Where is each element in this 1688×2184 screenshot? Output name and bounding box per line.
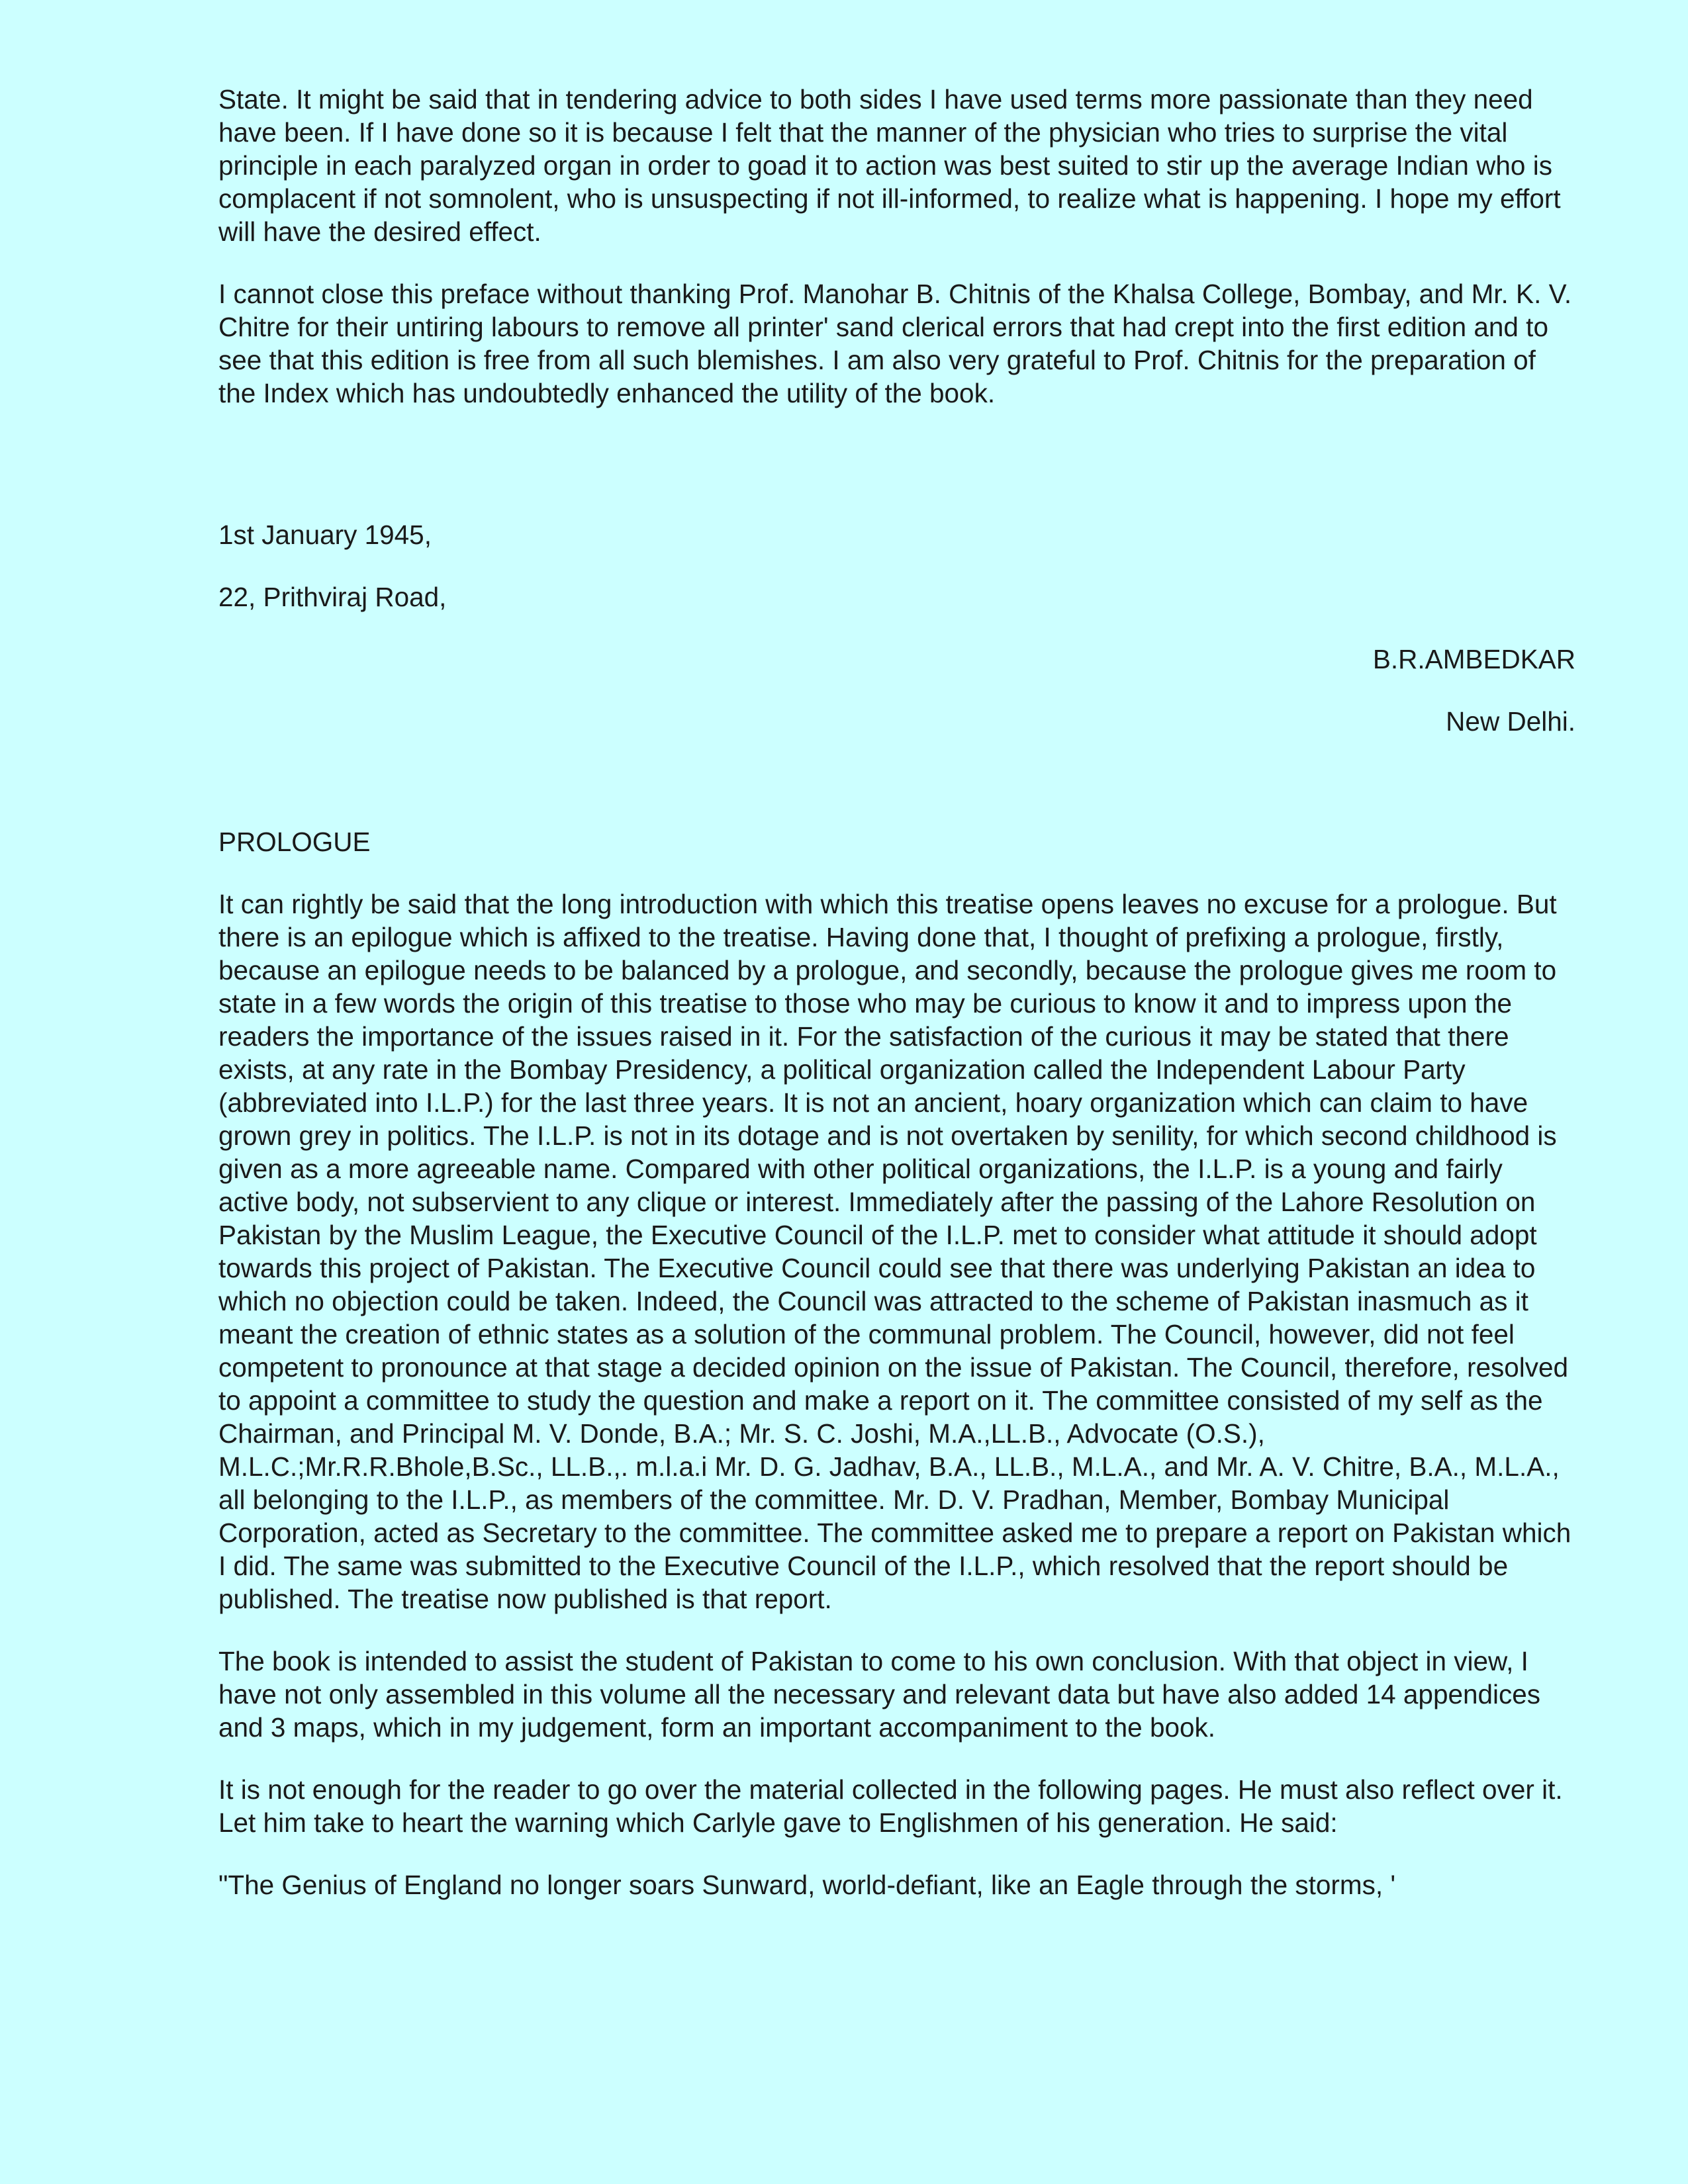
carlyle-quote: "The Genius of England no longer soars Sunward, world-defiant, like an Eagle through the storms, ' [218, 1870, 1396, 1900]
document-page [218, 83, 1575, 1931]
preface-paragraph: I cannot close this preface without thanking Prof. Manohar B. Chitnis of the Khalsa College, Bombay, and Mr. K. V. Chitre for their untiring labours to remove all printer' sand clerical errors that had crept into the first edition and to see that this edition is free from all such blemishes. I am also very grateful to Prof. Chitnis for the preparation of the Index which has undoubtedly enhanced the utility of the book. [218, 279, 1572, 408]
preface-paragraph: State. It might be said that in tendering advice to both sides I have used terms more passionate than they need have been. If I have done so it is because I felt that the manner of the physician who tries to surprise the vital principle in each paralyzed organ in order to goad it to action was best suited to stir up the average Indian who is complacent if not somnolent, who is unsuspecting if not ill-informed, to realize what is happening. I hope my effort will have the desired effect. [218, 84, 1561, 247]
signoff-address: 22, Prithviraj Road, [218, 582, 447, 612]
author-signature: B.R.AMBEDKAR [1372, 644, 1575, 674]
prologue-paragraph: It is not enough for the reader to go over the material collected in the following pages. He must also reflect over it. Let him take to heart the warning which Carlyle gave to Englishmen of his generation. He said: [218, 1774, 1563, 1838]
prologue-paragraph: The book is intended to assist the student of Pakistan to come to his own conclusion. With that object in view, I have not only assembled in this volume all the necessary and relevant data but have also added 14 appendices and 3 maps, which in my judgement, form an important accompaniment to the book. [218, 1646, 1541, 1743]
prologue-heading: PROLOGUE [218, 827, 371, 857]
prologue-paragraph: It can rightly be said that the long introduction with which this treatise opens leaves no excuse for a prologue. But there is an epilogue which is affixed to the treatise. Having done that, I thought of prefixing a prologue, firstly, because an epilogue needs to be balanced by a prologue, and secondly, because the prologue gives me room to state in a few words the origin of this treatise to those who may be curious to know it and to impress upon the readers the importance of the issues raised in it. For the satisfaction of the curious it may be stated that there exists, at any rate in the Bombay Presidency, a political organization called the Independent Labour Party (abbreviated into I.L.P.) for the last three years. It is not an ancient, hoary organization which can claim to have grown grey in politics. The I.L.P. is not in its dotage and is not overtaken by senility, for which second childhood is given as a more agreeable name. Compared with other political organizations, the I.L.P. is a young and fairly active body, not subservient to any clique or interest. Immediately after the passing of the Lahore Resolution on Pakistan by the Muslim League, the Executive Council of the I.L.P. met to consider what attitude it should adopt towards this project of Pakistan. The Executive Council could see that there was underlying Pakistan an idea to which no objection could be taken. Indeed, the Council was attracted to the scheme of Pakistan inasmuch as it meant the creation of ethnic states as a solution of the communal problem. The Council, however, did not feel competent to pronounce at that stage a decided opinion on the issue of Pakistan. The Council, therefore, resolved to appoint a committee to study the question and make a report on it. The committee consisted of my self as the Chairman, and Principal M. V. Donde, B.A.; Mr. S. C. Joshi, M.A.,LL.B., Advocate (O.S.), M.L.C.;Mr.R.R.Bhole,B.Sc., LL.B.,. m.l.a.i Mr. D. G. Jadhav, B.A., LL.B., M.L.A., and Mr. A. V. Chitre, B.A., M.L.A., all belonging to the I.L.P., as members of the committee. Mr. D. V. Pradhan, Member, Bombay Municipal Corporation, acted as Secretary to the committee. The committee asked me to prepare a report on Pakistan which I did. The same was submitted to the Executive Council of the I.L.P., which resolved that the report should be published. The treatise now published is that report. [218, 889, 1571, 1614]
signoff-city: New Delhi. [1446, 706, 1575, 737]
signoff-date: 1st January 1945, [218, 520, 432, 550]
